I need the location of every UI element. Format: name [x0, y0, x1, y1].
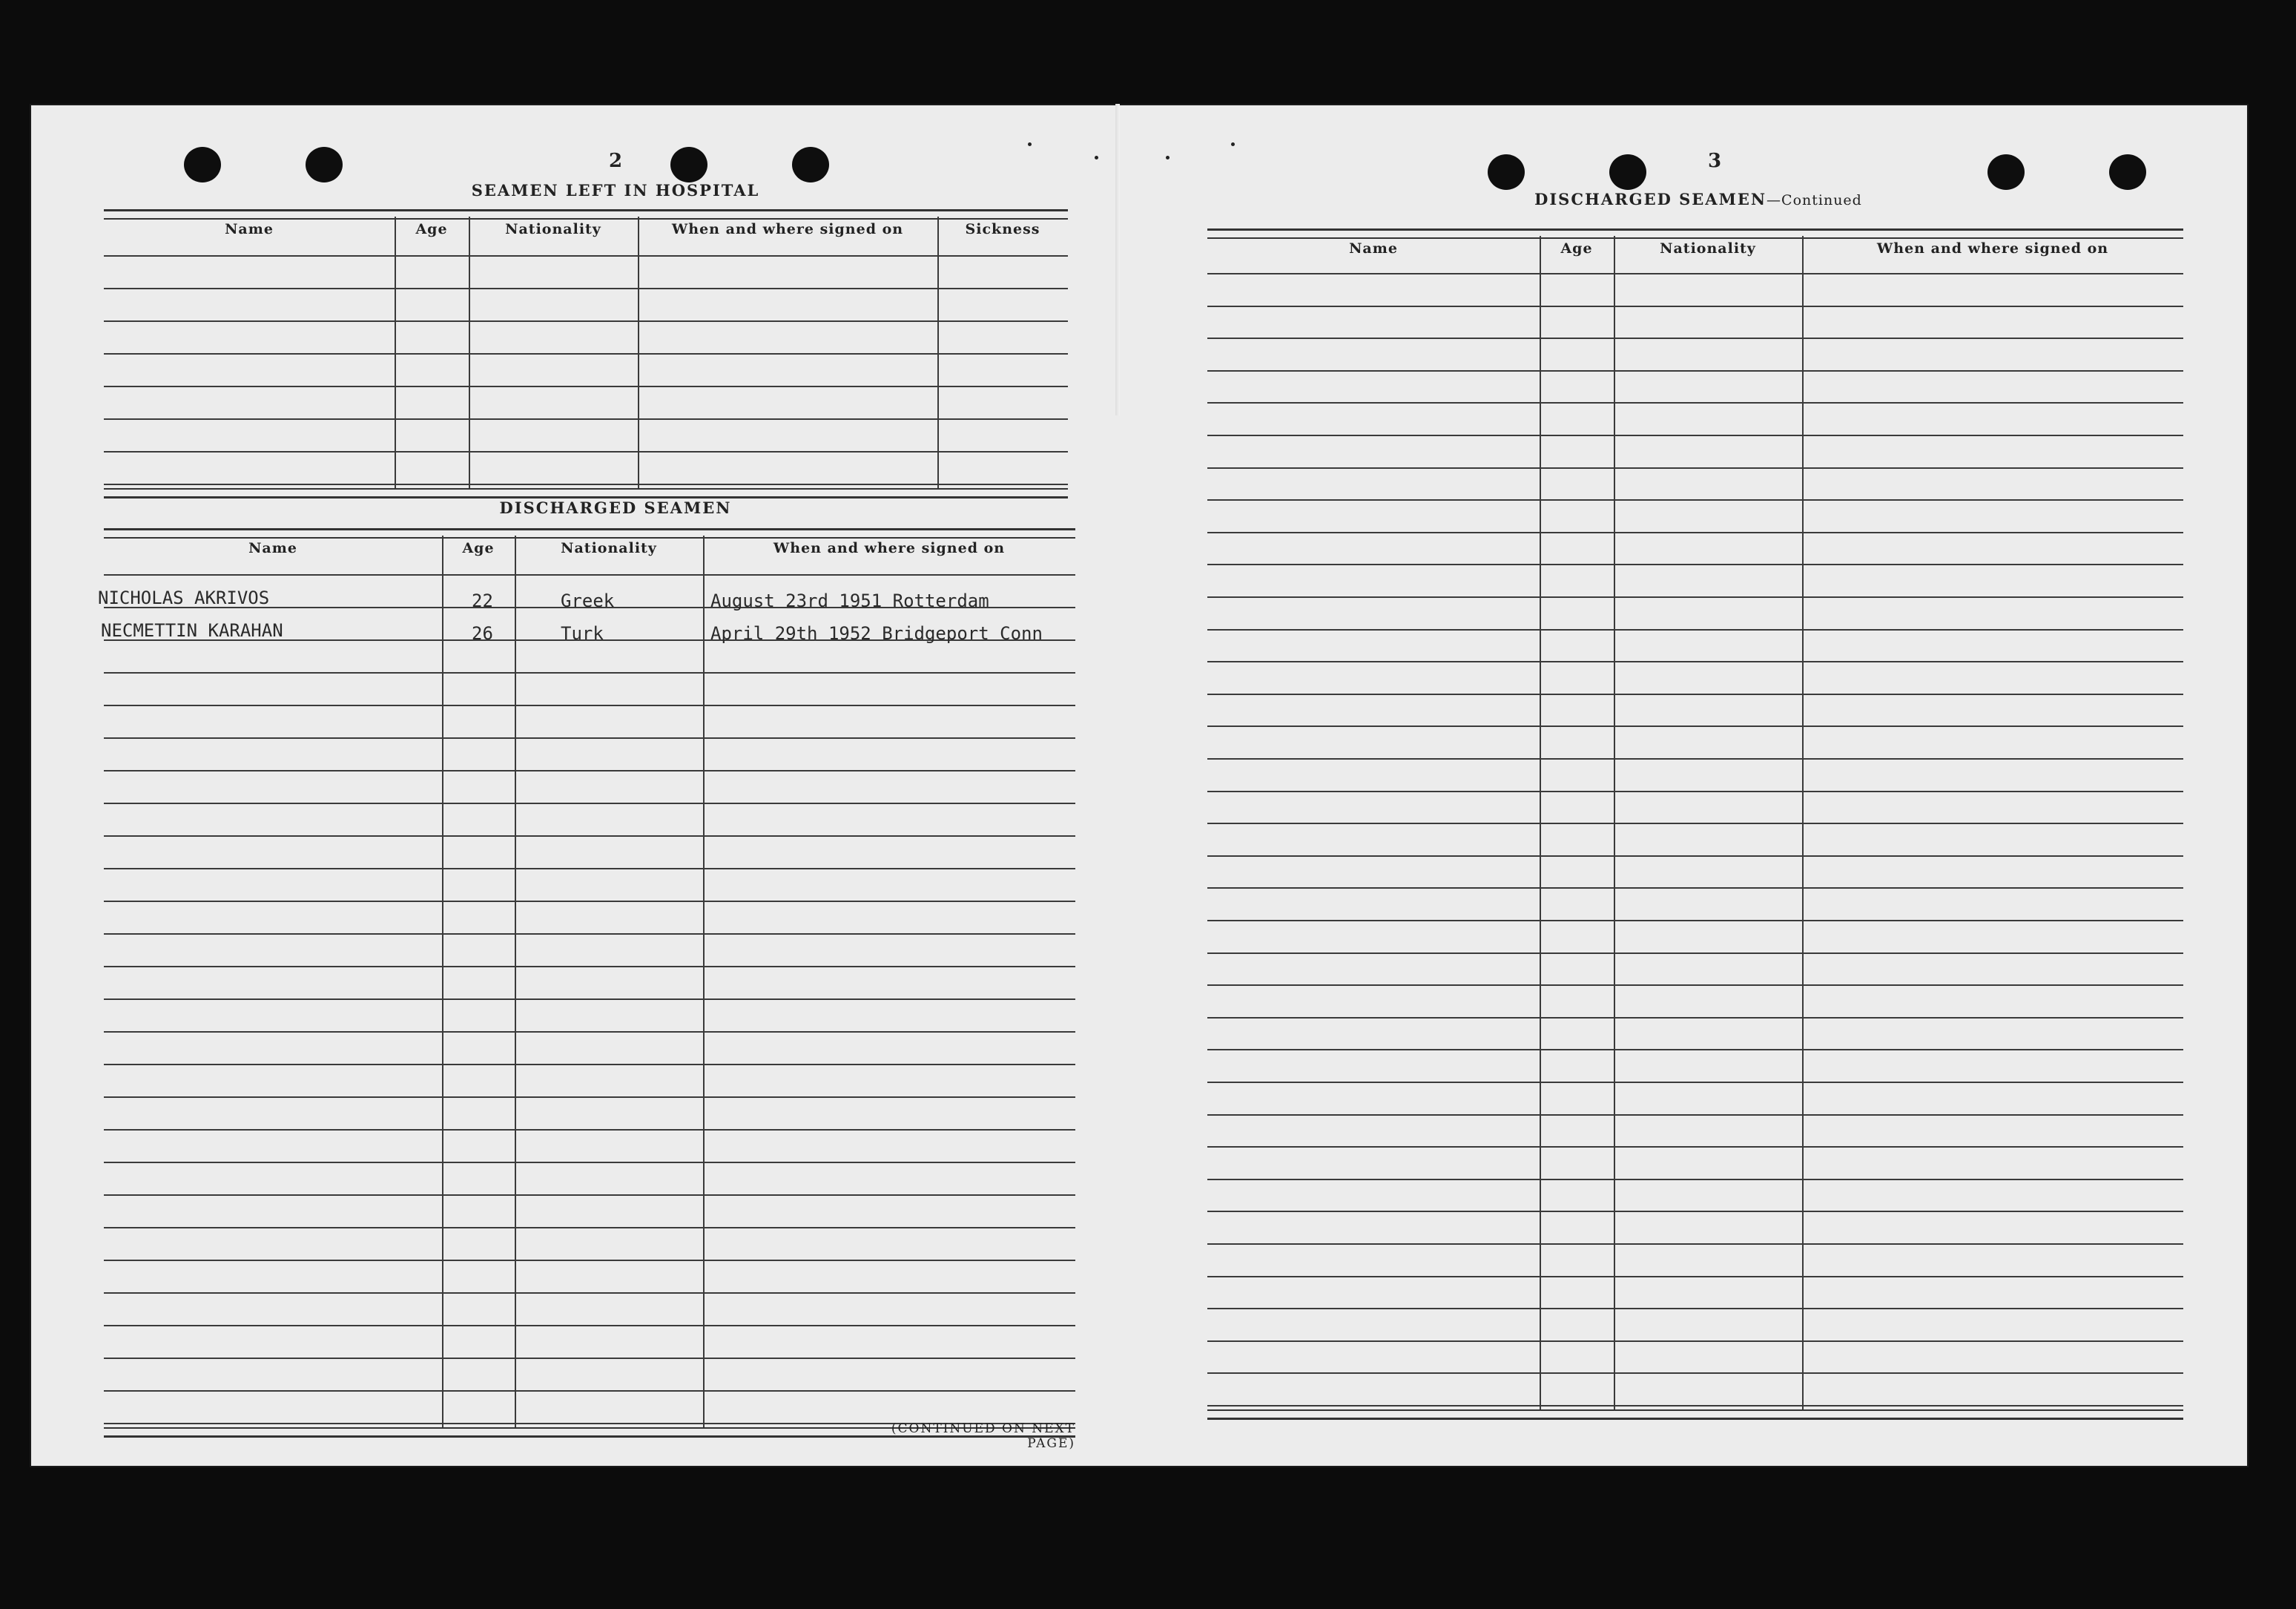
- row-rule: [1207, 1017, 2183, 1019]
- col-header-age: Age: [462, 540, 495, 556]
- title-suffix: —Continued: [1766, 192, 1862, 208]
- column-divider: [395, 217, 396, 488]
- row-rule: [1207, 1405, 2183, 1406]
- column-divider: [1614, 236, 1615, 1409]
- row-rule: [1207, 1082, 2183, 1083]
- discharged-table: [104, 528, 1075, 1418]
- column-divider: [515, 536, 516, 1427]
- row-rule: [104, 1325, 1075, 1326]
- row-rule: [104, 1096, 1075, 1098]
- entry-name: NECMETTIN KARAHAN: [101, 620, 283, 641]
- row-rule: [1207, 596, 2183, 598]
- row-rule: [1207, 435, 2183, 436]
- page-fold: [1115, 104, 1120, 415]
- entry-signed-on: April 29th 1952 Bridgeport Conn: [710, 623, 1043, 644]
- row-rule: [1207, 661, 2183, 662]
- row-rule: [104, 1031, 1075, 1033]
- row-rule: [1207, 694, 2183, 695]
- discharged-continued-title: [1439, 190, 1958, 208]
- continued-note: (CONTINUED ON NEXT PAGE): [891, 1421, 1075, 1451]
- ink-speck: [1028, 142, 1032, 146]
- column-divider: [703, 536, 705, 1427]
- entry-nationality: Turk: [561, 623, 604, 644]
- row-rule: [104, 1194, 1075, 1196]
- punch-hole: [184, 147, 221, 182]
- row-rule: [1207, 532, 2183, 533]
- column-divider: [469, 217, 470, 488]
- discharged-section-title: DISCHARGED SEAMEN: [499, 499, 732, 517]
- column-divider: [1540, 236, 1541, 1409]
- row-rule: [104, 1260, 1075, 1261]
- col-header-age: Age: [1560, 240, 1593, 257]
- row-rule: [104, 770, 1075, 771]
- page-number-right: 3: [1707, 150, 1722, 172]
- row-rule: [104, 353, 1068, 355]
- col-header-age: Age: [415, 221, 448, 237]
- punch-hole: [1609, 154, 1646, 190]
- row-rule: [1207, 1146, 2183, 1148]
- table-top-rule: [104, 528, 1075, 539]
- row-rule: [104, 1129, 1075, 1131]
- entry-signed-on: August 23rd 1951 Rotterdam: [710, 590, 989, 611]
- row-rule: [104, 705, 1075, 706]
- col-header-name: Name: [248, 540, 297, 556]
- row-rule: [104, 966, 1075, 967]
- row-rule: [104, 386, 1068, 387]
- punch-hole: [792, 147, 829, 182]
- punch-hole: [1987, 154, 2025, 190]
- row-rule: [1207, 855, 2183, 857]
- table-bottom-rule: [104, 488, 1068, 499]
- ink-speck: [1166, 156, 1170, 159]
- punch-hole: [2109, 154, 2146, 190]
- row-rule: [1207, 823, 2183, 824]
- entry-nationality: Greek: [561, 590, 615, 611]
- header-rule: [104, 574, 1075, 576]
- row-rule: [1207, 1243, 2183, 1245]
- continued-discharged-table: [1207, 228, 2183, 1420]
- row-rule: [104, 803, 1075, 804]
- row-rule: [1207, 984, 2183, 986]
- col-header-name: Name: [1349, 240, 1398, 257]
- row-rule: [104, 1162, 1075, 1163]
- row-rule: [104, 672, 1075, 674]
- col-header-signed-on: When and where signed on: [773, 540, 1006, 556]
- ledger-paper: [30, 104, 2249, 1467]
- row-rule: [104, 288, 1068, 289]
- table-top-rule: [1207, 228, 2183, 239]
- header-rule: [1207, 273, 2183, 274]
- row-rule: [104, 933, 1075, 935]
- row-rule: [1207, 370, 2183, 372]
- row-rule: [104, 320, 1068, 322]
- row-rule: [1207, 499, 2183, 501]
- punch-hole: [670, 147, 707, 182]
- ink-speck: [1095, 156, 1098, 159]
- row-rule: [1207, 758, 2183, 760]
- col-header-signed-on: When and where signed on: [1876, 240, 2109, 257]
- row-rule: [1207, 1372, 2183, 1374]
- col-header-signed-on: When and where signed on: [671, 221, 904, 237]
- row-rule: [104, 901, 1075, 902]
- header-rule: [104, 255, 1068, 257]
- row-rule: [104, 451, 1068, 453]
- hospital-section-title: SEAMEN LEFT IN HOSPITAL: [471, 181, 760, 200]
- col-header-sickness: Sickness: [965, 221, 1040, 237]
- entry-age: 26: [472, 623, 493, 644]
- col-header-nationality: Nationality: [561, 540, 657, 556]
- punch-hole: [1488, 154, 1525, 190]
- row-rule: [1207, 791, 2183, 792]
- entry-age: 22: [472, 590, 493, 611]
- row-rule: [104, 737, 1075, 739]
- row-rule: [104, 1227, 1075, 1228]
- col-header-nationality: Nationality: [1660, 240, 1756, 257]
- row-rule: [1207, 920, 2183, 921]
- title-text: DISCHARGED SEAMEN: [1534, 190, 1767, 208]
- row-rule: [1207, 887, 2183, 889]
- row-rule: [104, 868, 1075, 869]
- row-rule: [1207, 306, 2183, 307]
- row-rule: [1207, 1308, 2183, 1309]
- row-rule: [1207, 1211, 2183, 1212]
- row-rule: [1207, 1114, 2183, 1116]
- row-rule: [104, 1064, 1075, 1065]
- column-divider: [1802, 236, 1804, 1409]
- row-rule: [1207, 467, 2183, 469]
- row-rule: [1207, 1049, 2183, 1050]
- col-header-nationality: Nationality: [505, 221, 601, 237]
- page-number-left: 2: [608, 150, 623, 172]
- column-divider: [937, 217, 939, 488]
- row-rule: [1207, 402, 2183, 404]
- row-rule: [104, 835, 1075, 837]
- row-rule: [1207, 1276, 2183, 1277]
- column-divider: [638, 217, 639, 488]
- row-rule: [104, 1390, 1075, 1392]
- row-rule: [1207, 564, 2183, 565]
- row-rule: [1207, 952, 2183, 954]
- row-rule: [104, 998, 1075, 1000]
- row-rule: [104, 484, 1068, 485]
- col-header-name: Name: [225, 221, 274, 237]
- row-rule: [1207, 1340, 2183, 1342]
- table-top-rule: [104, 209, 1068, 220]
- row-rule: [104, 1292, 1075, 1294]
- row-rule: [1207, 725, 2183, 727]
- row-rule: [1207, 338, 2183, 339]
- row-rule: [1207, 1179, 2183, 1180]
- entry-name: NICHOLAS AKRIVOS: [98, 588, 270, 608]
- column-divider: [442, 536, 443, 1427]
- row-rule: [1207, 629, 2183, 631]
- punch-hole: [306, 147, 343, 182]
- row-rule: [104, 1358, 1075, 1359]
- row-rule: [104, 418, 1068, 420]
- ink-speck: [1231, 142, 1235, 146]
- table-bottom-rule: [1207, 1409, 2183, 1420]
